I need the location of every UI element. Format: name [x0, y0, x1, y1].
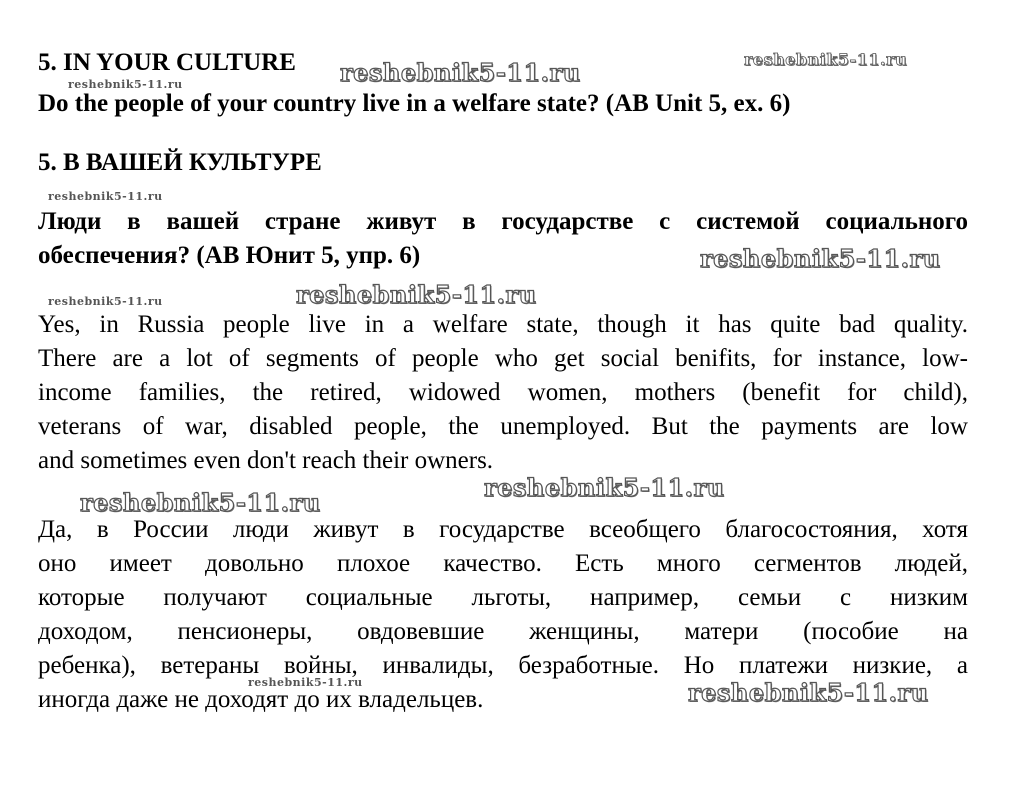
- watermark: reshebnik5-11.ru: [248, 676, 363, 689]
- watermark: reshebnik5-11.ru: [700, 244, 941, 273]
- english-answer-line: Yes, in Russia people live in a welfare state, though it has quite bad quality.: [38, 311, 968, 338]
- russian-question-line: Люди в вашей стране живут в государстве с системой социального: [38, 208, 968, 235]
- watermark: reshebnik5-11.ru: [48, 295, 163, 308]
- watermark: reshebnik5-11.ru: [688, 678, 929, 707]
- english-answer-line: There are a lot of segments of people who get social benifits, for instance, low-: [38, 345, 968, 372]
- watermark: reshebnik5-11.ru: [296, 280, 537, 309]
- english-heading: 5. IN YOUR CULTURE: [38, 49, 296, 76]
- english-answer-line: veterans of war, disabled people, the unemployed. But the payments are low: [38, 413, 968, 440]
- watermark: reshebnik5-11.ru: [484, 473, 725, 502]
- russian-answer-line: которые получают социальные льготы, например, семьи с низким: [38, 584, 968, 611]
- russian-answer-line: иногда даже не доходят до их владельцев.: [38, 686, 484, 713]
- watermark: reshebnik5-11.ru: [744, 50, 908, 69]
- russian-answer-line: Да, в России люди живут в государстве всеобщего благосостояния, хотя: [38, 516, 968, 543]
- watermark: reshebnik5-11.ru: [68, 78, 183, 91]
- english-answer-line: income families, the retired, widowed women, mothers (benefit for child),: [38, 379, 968, 406]
- russian-answer-line: доходом, пенсионеры, овдовевшие женщины, матери (пособие на: [38, 618, 968, 645]
- russian-answer-line: ребенка), ветераны войны, инвалиды, безработные. Но платежи низкие, а: [38, 652, 968, 679]
- english-answer-line: and sometimes even don't reach their owners.: [38, 447, 494, 474]
- watermark: reshebnik5-11.ru: [80, 488, 321, 517]
- russian-question-line: обеспечения? (АВ Юнит 5, упр. 6): [38, 242, 421, 269]
- russian-answer-line: оно имеет довольно плохое качество. Есть много сегментов людей,: [38, 550, 968, 577]
- english-question: Do the people of your country live in a welfare state? (AB Unit 5, ex. 6): [38, 90, 791, 117]
- watermark: reshebnik5-11.ru: [340, 58, 581, 87]
- russian-heading: 5. В ВАШЕЙ КУЛЬТУРЕ: [38, 149, 322, 176]
- watermark: reshebnik5-11.ru: [48, 190, 163, 203]
